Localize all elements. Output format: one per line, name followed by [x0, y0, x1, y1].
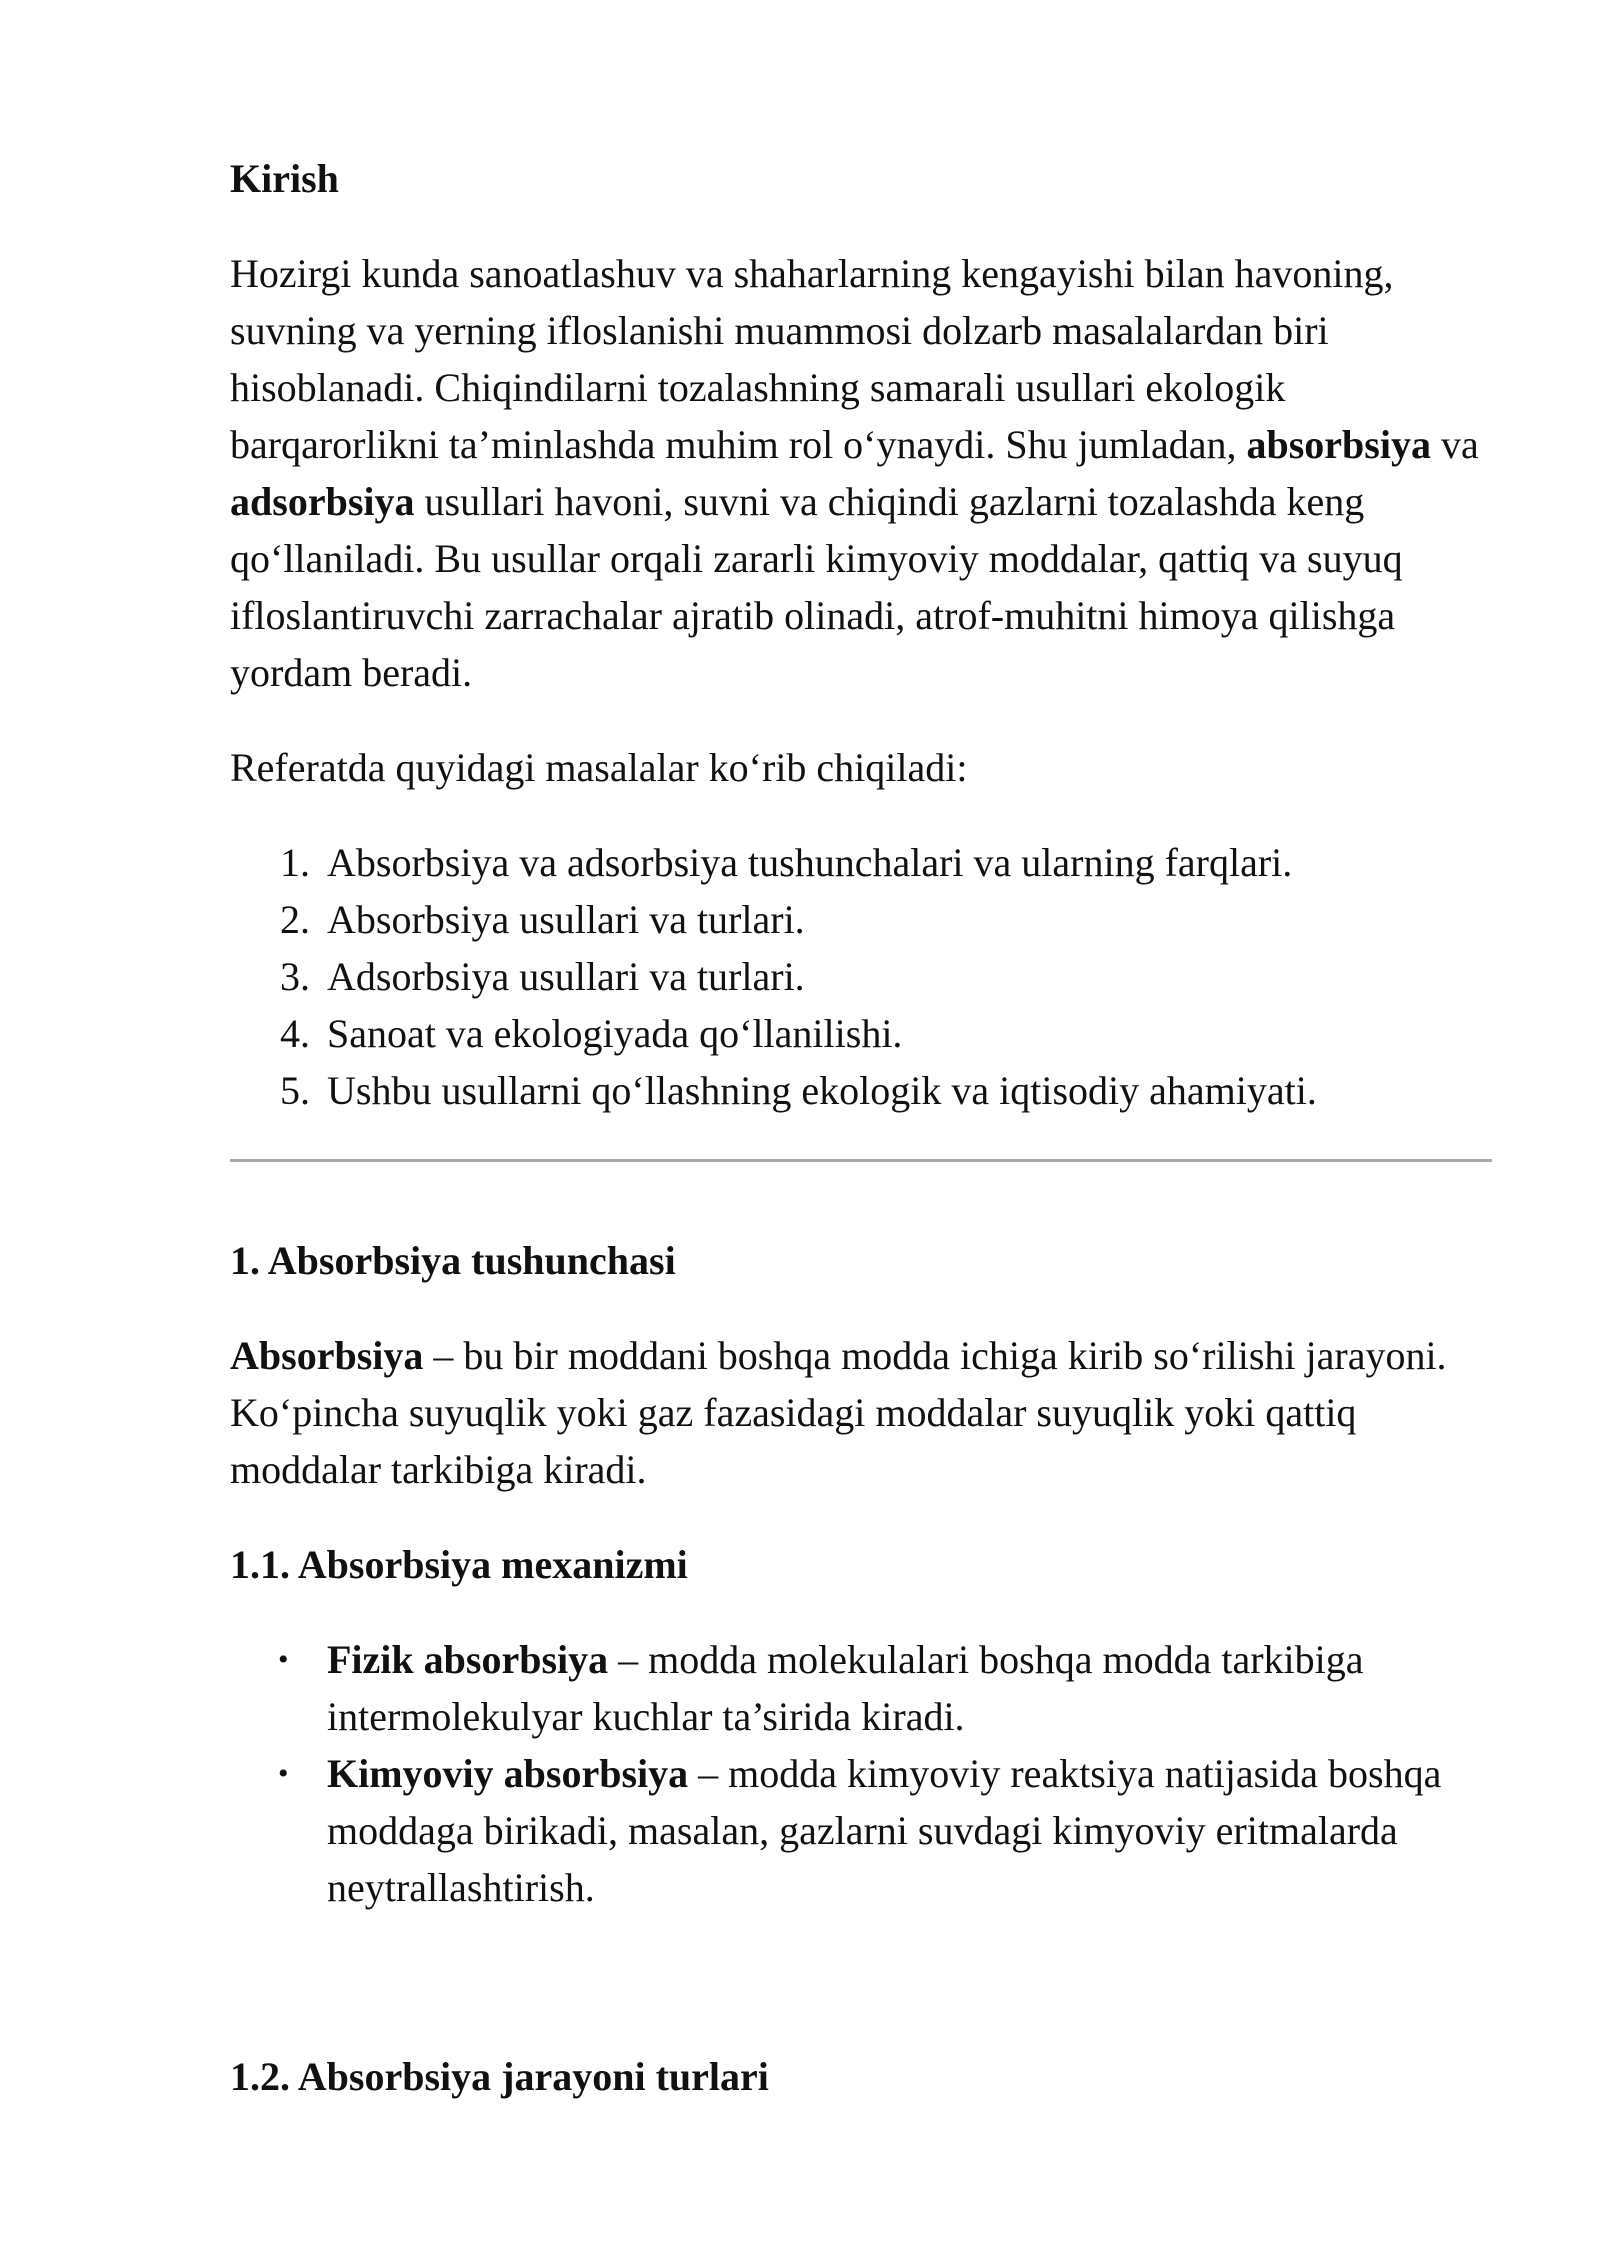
- list-item: [230, 948, 1500, 1005]
- section-1-heading: 1. Absorbsiya tushunchasi: [230, 1238, 676, 1283]
- list-item: [230, 1745, 1500, 1916]
- intro-text-1: Hozirgi kunda sanoatlashuv va shaharlarning kengayishi bilan havoning, suvning va yerning ifloslanishi muammosi dolzarb masalalardan biri hisoblanadi. Chiqindilarni tozalashning samarali usullari ekologik barqarorlikni ta’minlashda muhim rol o‘ynaydi. Shu jumladan,: [230, 251, 1394, 467]
- definition-paragraph: [230, 1327, 1500, 1498]
- section-1-1-heading: 1.1. Absorbsiya mexanizmi: [230, 1542, 688, 1587]
- bullet-icon: •: [278, 1757, 289, 1790]
- list-item: [230, 834, 1500, 891]
- list-number: 2.: [280, 897, 310, 942]
- intro-text-2: va: [1440, 422, 1479, 467]
- bullet-text: – modda kimyoviy reaktsiya natijasida boshqa moddaga birikadi, masalan, gazlarni suvdagi kimyoviy eritmalarda neytrallashtirish.: [327, 1751, 1442, 1910]
- definition-text: – bu bir moddani boshqa modda ichiga kirib so‘rilishi jarayoni. Ko‘pincha suyuqlik yoki gaz fazasidagi moddalar suyuqlik yoki qattiq moddalar tarkibiga kiradi.: [230, 1333, 1447, 1492]
- intro-text-3: usullari havoni, suvni va chiqindi gazlarni tozalashda keng qo‘llaniladi. Bu usullar orqali zararli kimyoviy moddalar, qattiq va suyuq ifloslantiruvchi zarrachalar ajratib olinadi, atrof-muhitni himoya qilishga yordam beradi.: [230, 479, 1403, 695]
- list-number: 5.: [280, 1068, 310, 1113]
- intro-paragraph: [230, 245, 1500, 701]
- topics-list: [230, 834, 1500, 1119]
- term-absorbsiya: absorbsiya: [1246, 422, 1431, 467]
- list-number: 3.: [280, 954, 310, 999]
- list-number: 4.: [280, 1011, 310, 1056]
- list-item: [230, 1005, 1500, 1062]
- list-item-text: Absorbsiya va adsorbsiya tushunchalari va ularning farqlari.: [327, 840, 1293, 885]
- document-page: [230, 150, 1500, 2105]
- list-item-text: Adsorbsiya usullari va turlari.: [327, 954, 805, 999]
- bullet-icon: •: [278, 1643, 289, 1676]
- definition-term: Absorbsiya: [230, 1333, 424, 1378]
- list-item: [230, 891, 1500, 948]
- mechanism-list: [230, 1631, 1500, 1916]
- section-1-2-heading: 1.2. Absorbsiya jarayoni turlari: [230, 2054, 769, 2099]
- list-item-text: Ushbu usullarni qo‘llashning ekologik va iqtisodiy ahamiyati.: [327, 1068, 1317, 1113]
- term-adsorbsiya: adsorbsiya: [230, 479, 415, 524]
- bullet-term: Kimyoviy absorbsiya: [327, 1751, 689, 1796]
- bullet-term: Fizik absorbsiya: [327, 1637, 609, 1682]
- list-item-text: Sanoat va ekologiyada qo‘llanilishi.: [327, 1011, 903, 1056]
- list-item-text: Absorbsiya usullari va turlari.: [327, 897, 805, 942]
- list-item: [230, 1062, 1500, 1119]
- topics-intro: Referatda quyidagi masalalar ko‘rib chiqiladi:: [230, 745, 968, 790]
- intro-heading: Kirish: [230, 156, 339, 201]
- list-number: 1.: [280, 840, 310, 885]
- list-item: [230, 1631, 1500, 1745]
- bullet-text: – modda molekulalari boshqa modda tarkibiga intermolekulyar kuchlar ta’sirida kiradi.: [327, 1637, 1364, 1739]
